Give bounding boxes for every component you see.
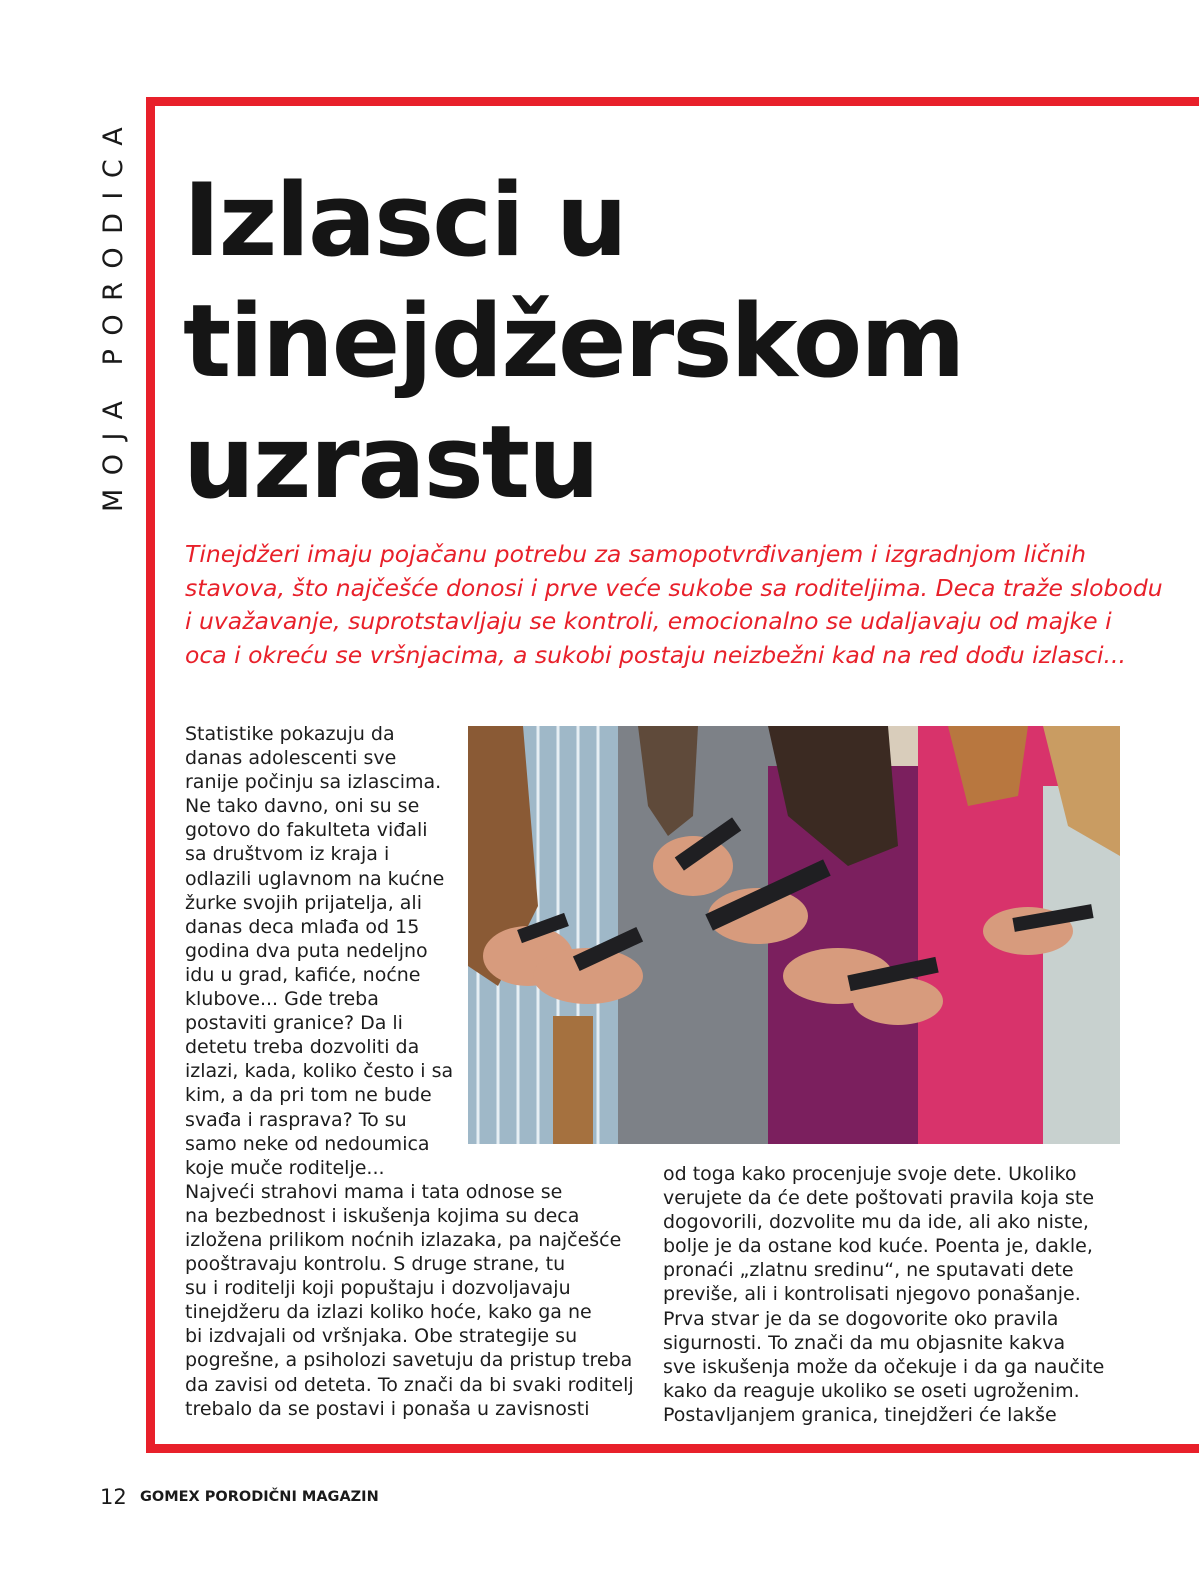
body-line: Statistike pokazuju da bbox=[185, 723, 395, 745]
body-line: Postavljanjem granica, tinejdžeri će lakše bbox=[663, 1403, 1057, 1426]
body-line: pronaći „zlatnu sredinu“, ne sputavati dete bbox=[663, 1259, 1074, 1282]
body-line: pooštravaju kontrolu. S druge strane, tu bbox=[185, 1253, 566, 1276]
article-lead bbox=[185, 538, 1163, 672]
body-line: verujete da će dete poštovati pravila koja ste bbox=[663, 1187, 1095, 1210]
body-line: Prva stvar je da se dogovorite oko pravila bbox=[663, 1307, 1059, 1330]
body-line: trebalo da se postavi i ponaša u zavisnosti bbox=[185, 1397, 590, 1420]
body-line: klubove... Gde treba bbox=[185, 988, 379, 1011]
lead-line: i uvažavanje, suprotstavljaju se kontroli, emocionalno se udaljavaju od majke i bbox=[185, 607, 1112, 635]
title-line: tinejdžerskom bbox=[183, 282, 964, 400]
article-body-column-2 bbox=[663, 1162, 1104, 1427]
body-line: tinejdžeru da izlazi koliko hoće, kako ga ne bbox=[185, 1301, 592, 1324]
body-line: na bezbednost i iskušenja kojima su deca bbox=[185, 1204, 580, 1227]
body-line: od toga kako procenjuje svoje dete. Ukoliko bbox=[663, 1163, 1077, 1185]
body-line: gotovo do fakulteta viđali bbox=[185, 819, 428, 842]
body-line: da zavisi od deteta. To znači da bi svaki roditelj bbox=[185, 1373, 634, 1396]
lead-line: stavova, što najčešće donosi i prve veće sukobe sa roditeljima. Deca traže slobodu bbox=[185, 573, 1163, 602]
body-line: sve iskušenja može da očekuje i da ga naučite bbox=[663, 1355, 1105, 1378]
body-line: Najveći strahovi mama i tata odnose se bbox=[185, 1180, 563, 1203]
body-line: dogovorili, dozvolite mu da ide, ali ako niste, bbox=[663, 1211, 1089, 1234]
body-line: godina dva puta nedeljno bbox=[185, 939, 428, 962]
body-line: bolje je da ostane kod kuće. Poenta je, dakle, bbox=[663, 1235, 1093, 1258]
article-title bbox=[183, 160, 1163, 523]
title-line: uzrastu bbox=[183, 403, 598, 521]
body-line: kako da reaguje ukoliko se oseti ugroženim. bbox=[663, 1379, 1080, 1402]
body-line: bi izdvajali od vršnjaka. Obe strategije su bbox=[185, 1325, 578, 1348]
body-line: detetu treba dozvoliti da bbox=[185, 1036, 420, 1059]
body-line: pogrešne, a psiholozi savetuju da pristup treba bbox=[185, 1349, 633, 1372]
body-line: sa društvom iz kraja i bbox=[185, 843, 390, 866]
body-line: odlazili uglavnom na kućne bbox=[185, 867, 445, 890]
body-line: samo neke od nedoumica bbox=[185, 1132, 430, 1155]
magazine-name: GOMEX PORODIČNI MAGAZIN bbox=[140, 1489, 379, 1505]
body-line: žurke svojih prijatelja, ali bbox=[185, 891, 422, 914]
title-line: Izlasci u bbox=[183, 161, 626, 279]
page-number: 12 bbox=[100, 1485, 127, 1509]
body-line: kim, a da pri tom ne bude bbox=[185, 1084, 432, 1107]
body-line: svađa i rasprava? To su bbox=[185, 1108, 407, 1131]
body-line: previše, ali i kontrolisati njegovo ponašanje. bbox=[663, 1283, 1081, 1306]
lead-line: oca i okreću se vršnjacima, a sukobi postaju neizbežni kad na red dođu izlasci... bbox=[185, 640, 1126, 669]
body-line: su i roditelji koji popuštaju i dozvoljavaju bbox=[185, 1277, 571, 1300]
body-line: ranije počinju sa izlascima. bbox=[185, 771, 442, 794]
body-line: idu u grad, kafiće, noćne bbox=[185, 963, 421, 986]
body-line: izlazi, kada, koliko često i sa bbox=[185, 1060, 454, 1083]
body-line: danas adolescenti sve bbox=[185, 747, 397, 770]
body-line: sigurnosti. To znači da mu objasnite kakva bbox=[663, 1331, 1066, 1354]
body-line: postaviti granice? Da li bbox=[185, 1012, 403, 1035]
body-line: koje muče roditelje... bbox=[185, 1156, 385, 1179]
body-line: izložena prilikom noćnih izlazaka, pa najčešće bbox=[185, 1228, 622, 1251]
article-body-column-1 bbox=[185, 722, 634, 1421]
lead-line: Tinejdžeri imaju pojačanu potrebu za samopotvrđivanjem i izgradnjom ličnih bbox=[185, 540, 1086, 568]
body-line: Ne tako davno, oni su se bbox=[185, 795, 420, 818]
body-line: danas deca mlađa od 15 bbox=[185, 915, 420, 938]
section-label: MOJA PORODICA bbox=[98, 113, 129, 512]
